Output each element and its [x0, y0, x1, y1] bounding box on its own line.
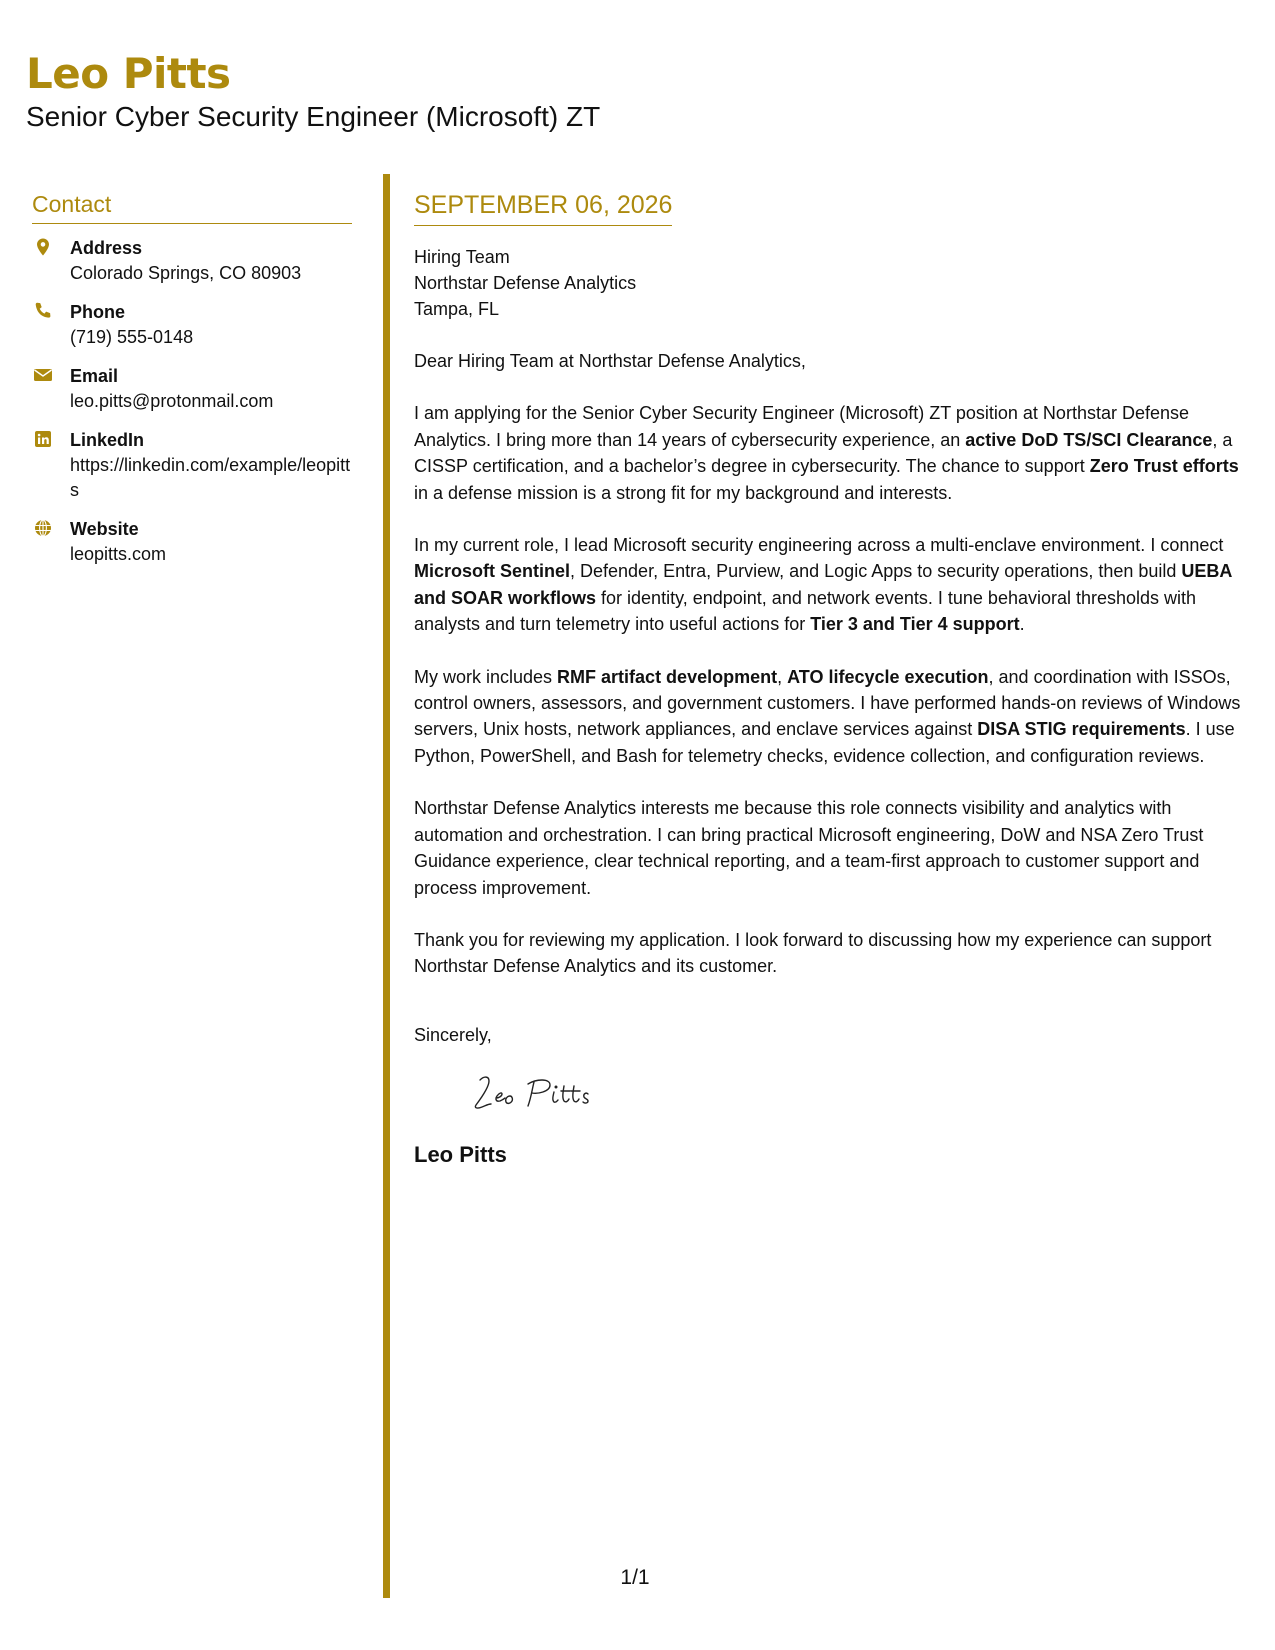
contact-value: leo.pitts@protonmail.com — [70, 391, 274, 411]
paragraph-text: , — [777, 666, 788, 687]
contact-label: Phone — [70, 302, 126, 322]
page-header — [26, 48, 600, 134]
contact-label: Website — [70, 519, 139, 539]
paragraph-text: , and coordination with ISSOs, control owners, assessors, and government customers. I have performed hands-on reviews of Windows servers, Unix hosts, network appliances, and enclave services against — [414, 666, 1241, 740]
applicant-name: Leo Pitts — [26, 49, 231, 98]
paragraph-text: . I use Python, PowerShell, and Bash for telemetry checks, evidence collection, and configuration reviews. — [414, 719, 1235, 766]
contact-list — [32, 236, 352, 567]
paragraph-text: , Defender, Entra, Purview, and Logic Apps to security operations, then build — [570, 561, 1182, 582]
envelope-icon — [32, 365, 54, 387]
emphasis-text: UEBA and SOAR workflows — [414, 561, 1232, 608]
contact-value: (719) 555-0148 — [70, 327, 194, 347]
emphasis-text: Tier 3 and Tier 4 support — [810, 614, 1020, 635]
recipient-line: Northstar Defense Analytics — [414, 273, 637, 293]
emphasis-text: Zero Trust efforts — [1089, 456, 1239, 477]
paragraph-text: Thank you for reviewing my application. I look forward to discussing how my experience can support Northstar Defense Analytics and its customer. — [414, 929, 1212, 977]
column-divider — [383, 174, 390, 1598]
emphasis-text: ATO lifecycle execution — [787, 666, 989, 687]
globe-icon — [32, 518, 54, 540]
body-paragraph — [414, 400, 1250, 506]
contact-value[interactable]: https://linkedin.com/example/leopitts — [70, 455, 351, 500]
contact-item-linkedin — [32, 428, 352, 503]
linkedin-icon — [32, 429, 54, 451]
contact-value: Colorado Springs, CO 80903 — [70, 263, 302, 283]
letter-date: SEPTEMBER 06, 2026 — [414, 190, 672, 226]
body-paragraph — [414, 927, 1250, 980]
contact-item-address — [32, 236, 352, 286]
closing: Sincerely, — [414, 1024, 492, 1045]
job-title: Senior Cyber Security Engineer (Microsoft) ZT — [26, 101, 601, 132]
contact-item-email — [32, 364, 352, 414]
map-pin-icon — [32, 237, 54, 259]
paragraph-text: I am applying for the Senior Cyber Security Engineer (Microsoft) ZT position at Northstar Defense Analytics. I bring more than 14 years of cybersecurity experience, an — [414, 403, 1190, 450]
paragraph-text: , a CISSP certification, and a bachelor’s degree in cybersecurity. The chance to support — [414, 429, 1233, 477]
recipient-block — [414, 244, 1250, 322]
emphasis-text: RMF artifact development — [557, 666, 778, 687]
emphasis-text: active DoD TS/SCI Clearance — [965, 429, 1213, 450]
paragraph-text: for identity, endpoint, and network events. I tune behavioral thresholds with analysts and turn telemetry into useful actions for — [414, 587, 1197, 635]
emphasis-text: DISA STIG requirements — [977, 719, 1186, 740]
body-paragraph — [414, 532, 1250, 638]
signature-image — [466, 1066, 1250, 1126]
phone-icon — [32, 301, 54, 323]
recipient-line: Hiring Team — [414, 247, 510, 267]
contact-heading: Contact — [32, 190, 352, 224]
contact-label: Email — [70, 366, 119, 386]
paragraph-text: In my current role, I lead Microsoft security engineering across a multi-enclave environment. I connect — [414, 535, 1224, 556]
body-paragraph — [414, 664, 1250, 770]
paragraph-text: My work includes — [414, 666, 558, 687]
signer-name: Leo Pitts — [414, 1142, 507, 1168]
paragraph-text: Northstar Defense Analytics interests me because this role connects visibility and analytics with automation and orchestration. I can bring practical Microsoft engineering, DoW and NSA Zero Trust Guidance experience, clear technical reporting, and a team-first approach to customer support and process improvement. — [414, 798, 1204, 898]
contact-label: Address — [70, 238, 143, 258]
contact-label: LinkedIn — [70, 430, 145, 450]
paragraph-text: in a defense mission is a strong fit for my background and interests. — [414, 482, 953, 503]
page-number: 1/1 — [620, 1566, 650, 1589]
emphasis-text: Microsoft Sentinel — [414, 561, 571, 582]
contact-sidebar — [32, 190, 352, 581]
paragraph-text: . — [1019, 614, 1025, 635]
contact-value[interactable]: leopitts.com — [70, 544, 167, 564]
contact-item-phone — [32, 300, 352, 350]
recipient-line: Tampa, FL — [414, 299, 500, 319]
salutation: Dear Hiring Team at Northstar Defense Analytics, — [414, 351, 806, 371]
letter-body — [414, 190, 1250, 1170]
body-paragraph — [414, 795, 1250, 901]
contact-item-website — [32, 517, 352, 567]
